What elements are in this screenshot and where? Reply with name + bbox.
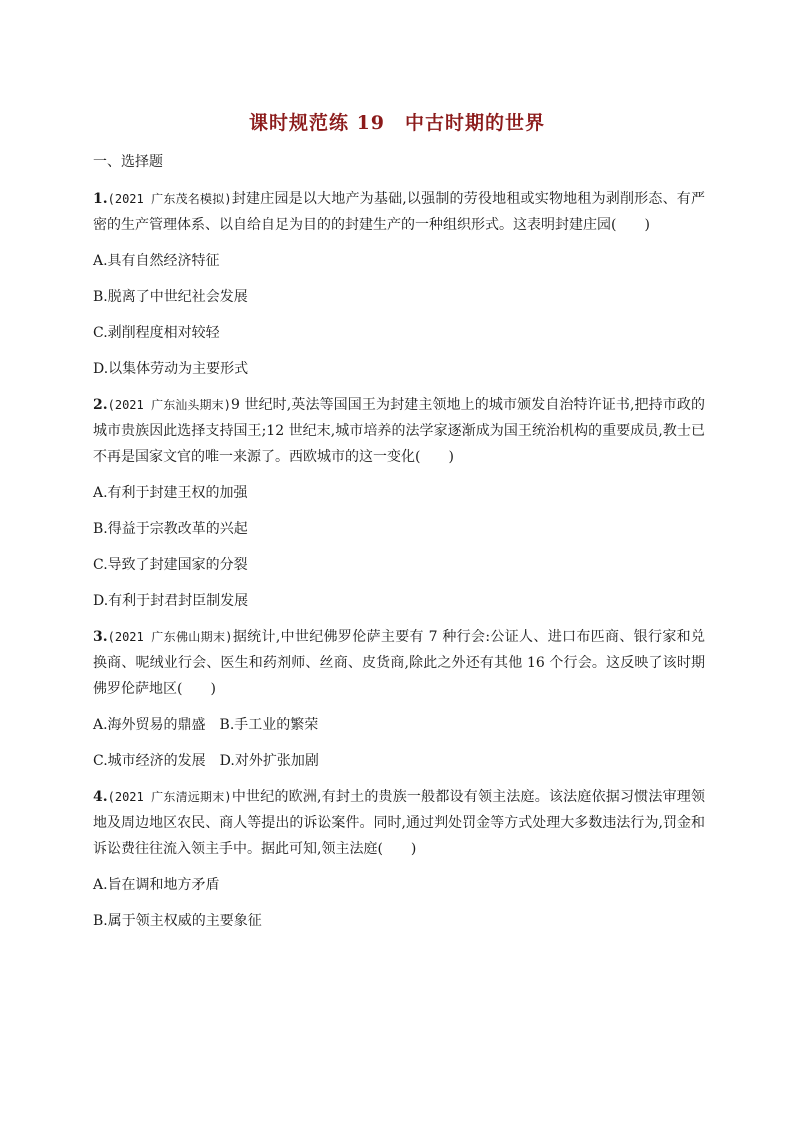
question-text: 封建庄园是以大地产为基础,以强制的劳役地租或实物地租为剥削形态、有严密的生产管理体系、以自给自足为目的的封建生产的一种组织形式。这表明封建庄园( ) bbox=[93, 191, 705, 233]
option-ab: A.海外贸易的鼎盛 B.手工业的繁荣 bbox=[93, 717, 319, 733]
option-a: A.具有自然经济特征 bbox=[93, 253, 220, 269]
option-c: C.剥削程度相对较轻 bbox=[93, 325, 220, 341]
question-number: 4. bbox=[93, 789, 108, 805]
option-d: D.有利于封君封臣制发展 bbox=[93, 593, 249, 609]
option-a: A.旨在调和地方矛盾 bbox=[93, 877, 220, 893]
option-c: C.导致了封建国家的分裂 bbox=[93, 557, 248, 573]
question-source: (2021 广东清远期末) bbox=[107, 790, 232, 804]
question-text: 中世纪的欧洲,有封土的贵族一般都设有领主法庭。该法庭依据习惯法审理领地及周边地区农民、商人等提出的诉讼案件。同时,通过判处罚金等方式处理大多数违法行为,罚金和诉讼费往往流入领主手中。据此可知,领主法庭( ) bbox=[93, 789, 705, 857]
question-text: 9 世纪时,英法等国国王为封建主领地上的城市颁发自治特许证书,把持市政的城市贵族因此选择支持国王;12 世纪末,城市培养的法学家逐渐成为国王统治机构的重要成员,教士已不再是国家文官的唯一来源了。西欧城市的这一变化( ) bbox=[93, 397, 705, 465]
question-number: 3. bbox=[93, 629, 108, 645]
question-2 bbox=[93, 392, 705, 470]
option-cd: C.城市经济的发展 D.对外扩张加剧 bbox=[93, 753, 319, 769]
question-text: 据统计,中世纪佛罗伦萨主要有 7 种行会:公证人、进口布匹商、银行家和兑换商、呢绒业行会、医生和药剂师、丝商、皮货商,除此之外还有其他 16 个行会。这反映了该时期佛罗伦萨地区( ) bbox=[93, 629, 705, 697]
question-source: (2021 广东茂名模拟) bbox=[107, 192, 232, 206]
question-number: 2. bbox=[93, 397, 108, 413]
question-1 bbox=[93, 186, 705, 238]
question-4 bbox=[93, 784, 705, 862]
question-number: 1. bbox=[93, 191, 108, 207]
section-heading: 一、选择题 bbox=[93, 154, 163, 170]
question-source: (2021 广东佛山期末) bbox=[107, 630, 233, 644]
question-list bbox=[93, 186, 705, 944]
question-3 bbox=[93, 624, 705, 702]
option-b: B.得益于宗教改革的兴起 bbox=[93, 521, 248, 537]
option-b: B.属于领主权威的主要象征 bbox=[93, 913, 262, 929]
question-source: (2021 广东汕头期末) bbox=[107, 398, 231, 412]
page-title: 课时规范练 19 中古时期的世界 bbox=[248, 112, 546, 134]
option-d: D.以集体劳动为主要形式 bbox=[93, 361, 249, 377]
option-a: A.有利于封建王权的加强 bbox=[93, 485, 248, 501]
option-b: B.脱离了中世纪社会发展 bbox=[93, 289, 248, 305]
